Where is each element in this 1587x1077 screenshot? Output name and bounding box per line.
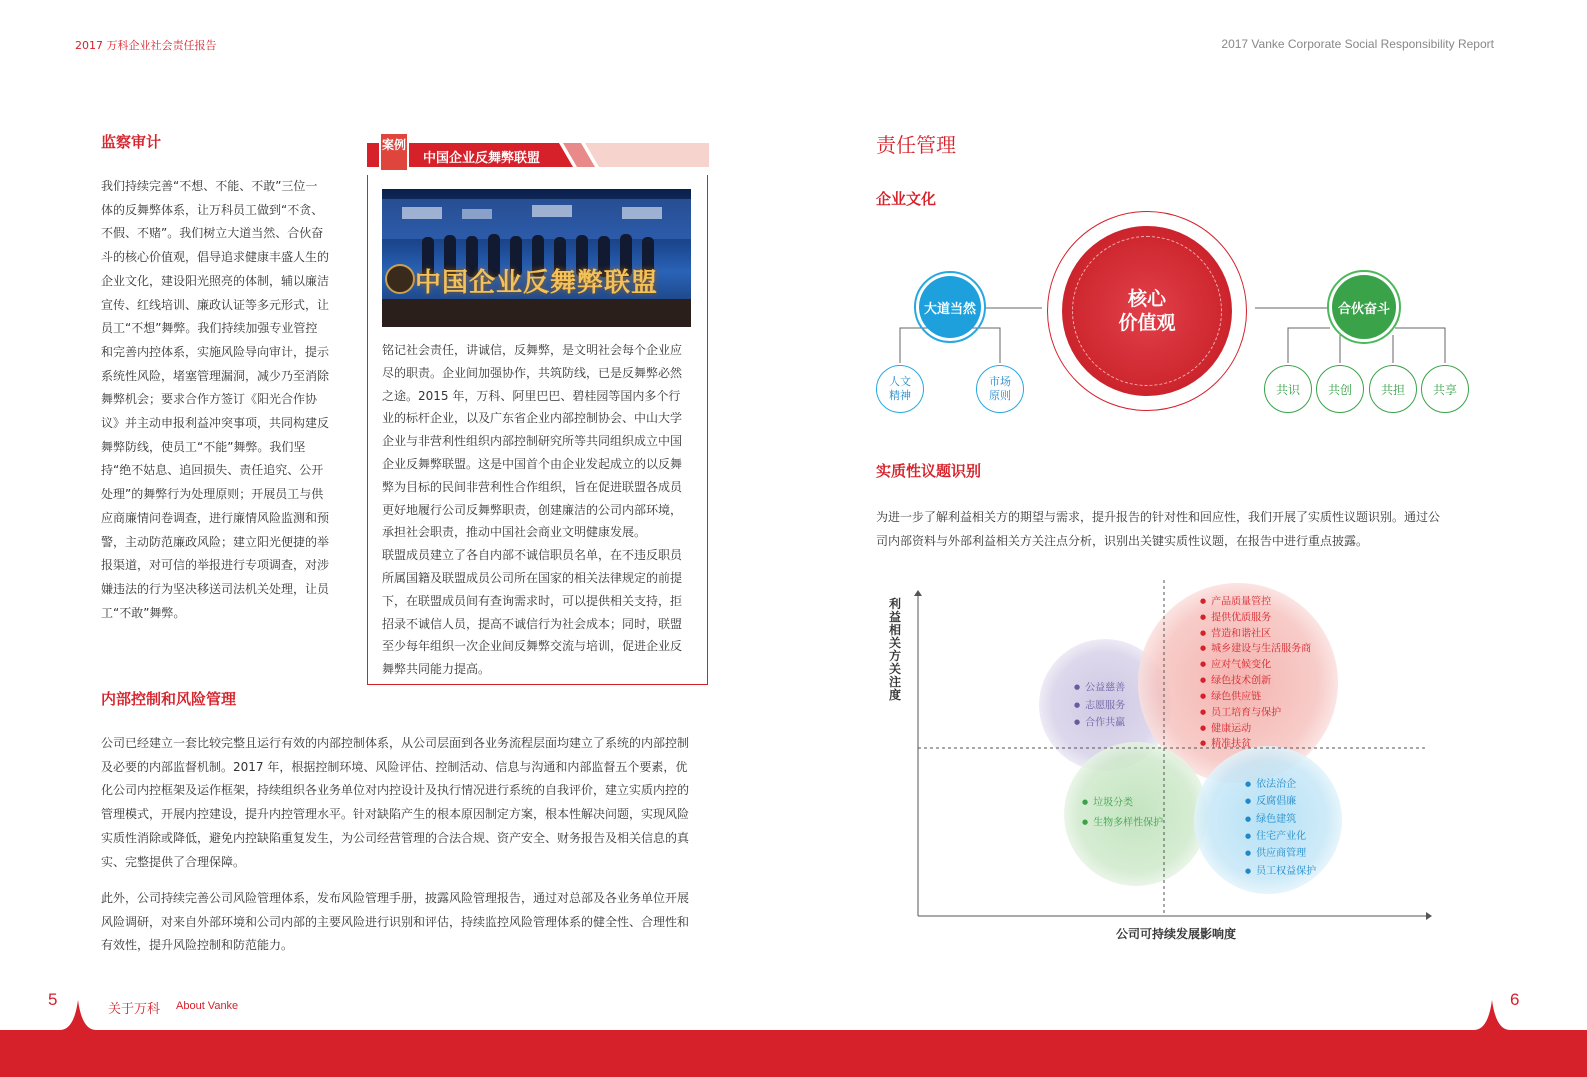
case-paragraph-1: 铭记社会责任，讲诚信，反舞弊，是文明社会每个企业应尽的职责。企业间加强协作，共筑防线，已是反舞弊必然之途。2015 年，万科、阿里巴巴、碧桂园等国内多个行业的标杆企业，以及广东省企业内部控制协会、中山大学企业与非营利性组织内部控制研究所等共同组织成立中国企业反舞弊联盟。这是中国首个由企业发起成立的以反舞弊为目标的民间非营利性合作组织，旨在促进联盟各成员更好地履行公司反舞弊职责，创建廉洁的公司内部环境，承担社会职责，推动中国社会商业文明健康发展。 bbox=[382, 343, 683, 540]
topic-item: ● 产品质量管控 bbox=[1200, 594, 1311, 610]
topic-item: ● 住宅产业化 bbox=[1245, 828, 1316, 845]
case-badge: 案例 bbox=[379, 132, 409, 172]
humanity-node: 人文 精神 bbox=[876, 365, 924, 413]
core-value-text: 核心 价值观 bbox=[1072, 236, 1222, 386]
page-number-right: 6 bbox=[1510, 990, 1520, 1009]
report-title-cn: 2017 万科企业社会责任报告 bbox=[75, 39, 217, 52]
topic-item: ● 生物多样性保护 bbox=[1082, 813, 1163, 833]
purple-topics bbox=[1074, 679, 1125, 732]
topic-item: ● 城乡建设与生活服务商 bbox=[1200, 641, 1311, 657]
co-bear-node: 共担 bbox=[1369, 365, 1417, 413]
case-paragraph-2: 联盟成员建立了各自内部不诚信职员名单，在不违反职员所属国籍及联盟成员公司所在国家的相关法律规定的前提下，在联盟成员间有查询需求时，可以提供相关支持，拒招录不诚信人员，提高不诚信行为社会成本；同时，联盟至少每年组织一次企业间反舞弊交流与培训，促进企业反舞弊共同能力提高。 bbox=[382, 548, 683, 677]
core-value-outer-ring bbox=[1047, 211, 1247, 411]
internal-control-title: 内部控制和风险管理 bbox=[101, 690, 237, 708]
topic-item: ● 员工培育与保护 bbox=[1200, 705, 1311, 721]
topic-item: ● 提供优质服务 bbox=[1200, 610, 1311, 626]
red-topics bbox=[1200, 594, 1311, 752]
partnership-ring bbox=[1327, 270, 1401, 344]
topic-item: ● 绿色建筑 bbox=[1245, 811, 1316, 828]
right-page-title: 责任管理 bbox=[876, 133, 956, 157]
culture-title: 企业文化 bbox=[876, 190, 937, 208]
footer-section-en: About Vanke bbox=[176, 1000, 239, 1012]
topic-item: ● 垃圾分类 bbox=[1082, 793, 1163, 813]
topic-item: ● 公益慈善 bbox=[1074, 679, 1125, 697]
topic-item: ● 营造和谐社区 bbox=[1200, 626, 1311, 642]
dadao-node: 大道当然 bbox=[919, 276, 981, 338]
y-axis-label: 利益相关方关注度 bbox=[889, 597, 902, 702]
share-node: 共享 bbox=[1421, 365, 1469, 413]
internal-control-para-2: 此外，公司持续完善公司风险管理体系，发布风险管理手册，披露风险管理报告，通过对总部及各业务单位开展风险调研，对来自外部环境和公司内部的主要风险进行识别和评估，持续监控风险管理体系的健全性、合理性和有效性，提升风险控制和防范能力。 bbox=[101, 891, 690, 953]
topic-item: ● 员工权益保护 bbox=[1245, 863, 1316, 880]
core-value-circle bbox=[1062, 226, 1232, 396]
page-number-left: 5 bbox=[48, 990, 58, 1009]
consensus-node: 共识 bbox=[1264, 365, 1312, 413]
topic-item: ● 绿色技术创新 bbox=[1200, 673, 1311, 689]
photo-banner-text: 中国企业反舞弊联盟 bbox=[414, 268, 658, 298]
audit-title: 监察审计 bbox=[101, 133, 162, 151]
stage-illustration bbox=[382, 189, 691, 327]
partnership-node: 合伙奋斗 bbox=[1332, 275, 1396, 339]
materiality-matrix bbox=[880, 580, 1440, 930]
x-axis-label: 公司可持续发展影响度 bbox=[1116, 927, 1237, 941]
topic-item: ● 合作共赢 bbox=[1074, 714, 1125, 732]
topic-item: ● 健康运动 bbox=[1200, 721, 1311, 737]
footer-section-cn: 关于万科 bbox=[108, 1002, 161, 1017]
audit-text: 我们持续完善“不想、不能、不敢”三位一体的反舞弊体系，让万科员工做到“不贪、不假、不赌”。我们树立大道当然、合伙奋斗的核心价值观，倡导追求健康丰盛人生的企业文化，建设阳光照亮的体制，辅以廉洁宣传、红线培训、廉政认证等多元形式，让员工“不想”舞弊。我们持续加强专业管控和完善内控体系，实施风险导向审计，提示系统性风险，堵塞管理漏洞，减少乃至消除舞弊机会；要求合作方签订《阳光合作协议》并主动申报利益冲突事项，共同构建反舞弊防线，使员工“不能”舞弊。我们坚持“绝不姑息、追回损失、责任追究、公开处理”的舞弊行为处理原则；开展员工与供应商廉情问卷调查，进行廉情风险监测和预警，主动防范廉政风险；建立阳光便捷的举报渠道，对可信的举报进行专项调查，对涉嫌违法的行为坚决移送司法机关处理，让员工“不敢”舞弊。 bbox=[101, 179, 330, 620]
case-title: 中国企业反舞弊联盟 bbox=[423, 151, 541, 166]
case-photo bbox=[382, 189, 691, 327]
internal-control-para-1: 公司已经建立一套比较完整且运行有效的内部控制体系，从公司层面到各业务流程层面均建立了系统的内部控制及必要的内部监督机制。2017 年，根据控制环境、风险评估、控制活动、信息与沟通和内部监督五个要素，优化公司内控框架及运作框架，持续组织各业务单位对内控设计及执行情况进行系统的自我评价，建立实质内控的管理模式，开展内控建设，提升内控管理水平。针对缺陷产生的根本原因制定方案，根本性解决问题，实现风险实质性消除或降低，避免内控缺陷重复发生，为公司经营管理的合法合规、资产安全、财务报告及相关信息的真实、完整提供了合理保障。 bbox=[101, 736, 690, 869]
topic-item: ● 绿色供应链 bbox=[1200, 689, 1311, 705]
topic-item: ● 精准扶贫 bbox=[1200, 736, 1311, 752]
green-topics bbox=[1082, 793, 1163, 832]
report-title-en: 2017 Vanke Corporate Social Responsibility Report bbox=[1221, 37, 1494, 51]
materiality-title: 实质性议题识别 bbox=[876, 462, 982, 480]
topic-item: ● 志愿服务 bbox=[1074, 697, 1125, 715]
topic-item: ● 应对气候变化 bbox=[1200, 657, 1311, 673]
dadao-ring bbox=[914, 271, 986, 343]
case-header bbox=[367, 138, 709, 167]
market-node: 市场 原则 bbox=[976, 365, 1024, 413]
topic-item: ● 依法治企 bbox=[1245, 776, 1316, 793]
blue-topics bbox=[1245, 776, 1316, 880]
co-create-node: 共创 bbox=[1316, 365, 1364, 413]
topic-item: ● 供应商管理 bbox=[1245, 845, 1316, 862]
materiality-intro: 为进一步了解利益相关方的期望与需求，提升报告的针对性和回应性，我们开展了实质性议题识别。通过公司内部资料与外部利益相关方关注点分析，识别出关键实质性议题，在报告中进行重点披露。 bbox=[876, 510, 1441, 548]
topic-item: ● 反腐倡廉 bbox=[1245, 793, 1316, 810]
case-text bbox=[382, 339, 692, 681]
